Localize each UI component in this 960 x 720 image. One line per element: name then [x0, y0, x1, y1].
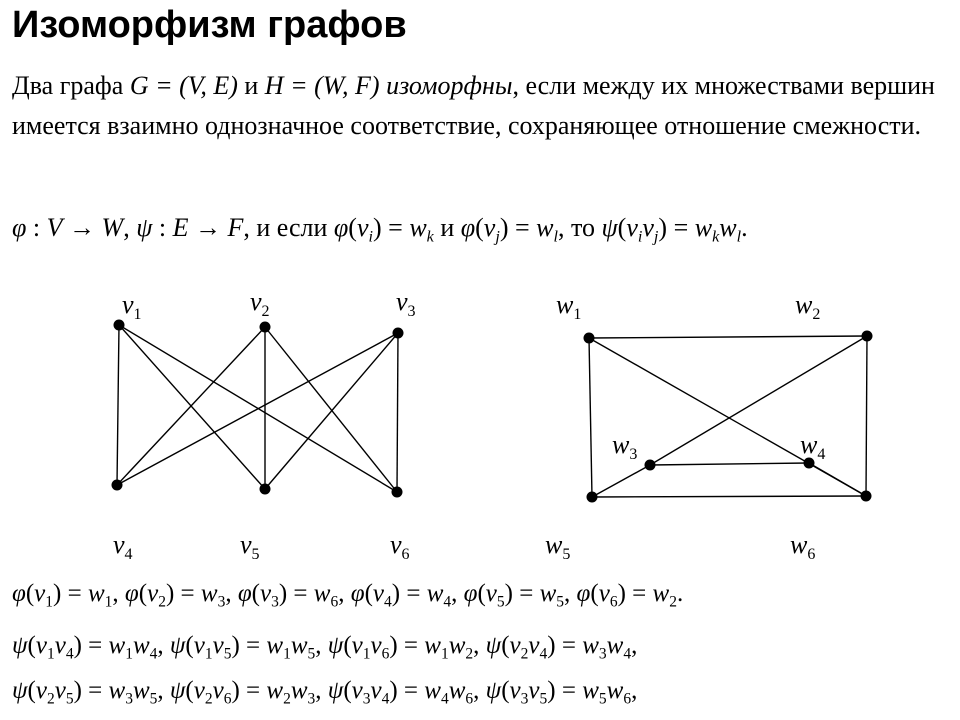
- edge-w3-w5: [592, 465, 650, 497]
- edge-v1-v4: [117, 325, 119, 485]
- edge-w1-w5: [589, 338, 592, 497]
- graph-G: [112, 287, 416, 563]
- edge-v2-v6: [265, 327, 397, 492]
- vertex-w3: [645, 460, 656, 471]
- graph-H-notation: H = (W, F): [264, 71, 380, 100]
- vertex-v6: [392, 487, 403, 498]
- edge-v3-v5: [265, 333, 398, 489]
- vertex-label-w4: $w_4$: [800, 430, 826, 463]
- vertex-v5: [260, 484, 271, 495]
- vertex-label-v5: $v_5$: [240, 530, 260, 563]
- vertex-label-w5: $w_5$: [545, 530, 571, 563]
- psi-mapping-line-2: $\psi(v_2v_5) = w_3w_5$, $\psi(v_2v_6) = w_2w_3$, $\psi(v_3v_4) = w_4w_6$, $\psi(v_3v_5) = w_5w_6$,: [12, 677, 638, 708]
- edge-v3-v4: [117, 333, 398, 485]
- vertex-label-v2: $v_2$: [250, 287, 270, 320]
- edge-w4-w6: [809, 463, 866, 496]
- vertex-w2: [862, 331, 873, 342]
- mapping-formula: φ : V → W, ψ : E → F, и если $\varphi(v_i) = w_k$ и $\varphi(v_j) = w_l$, то $\psi(v_iv_j) = w_kw_l$.: [12, 213, 748, 246]
- edge-w2-w3: [650, 336, 867, 465]
- page-title: Изоморфизм графов: [12, 4, 407, 46]
- vertex-w6: [861, 491, 872, 502]
- edge-v3-v6: [397, 333, 398, 492]
- isomorphic-term: изоморфны: [379, 71, 513, 100]
- definition-paragraph: [12, 66, 942, 146]
- vertex-label-v3: $v_3$: [396, 287, 416, 320]
- graphs-figure: [0, 280, 960, 580]
- vertex-v2: [260, 322, 271, 333]
- vertex-label-w3: $w_3$: [612, 430, 638, 463]
- graph-G-notation: G = (V, E): [129, 71, 238, 100]
- vertex-label-w2: $w_2$: [795, 290, 821, 323]
- edge-w1-w2: [589, 336, 867, 338]
- vertex-label-v1: $v_1$: [122, 290, 142, 323]
- vertex-w1: [584, 333, 595, 344]
- edge-w3-w4: [650, 463, 809, 465]
- graph-H: [545, 290, 873, 563]
- phi-mapping-line: $\varphi(v_1) = w_1$, $\varphi(v_2) = w_3$, $\varphi(v_3) = w_6$, $\varphi(v_4) = w_4$, $\varphi(v_5) = w_5$, $\varphi(v_6) = w_2$.: [12, 580, 684, 611]
- vertex-label-v6: $v_6$: [390, 530, 410, 563]
- vertex-label-w1: $w_1$: [556, 290, 582, 323]
- intro-text: Два графа: [12, 71, 130, 100]
- vertex-v1: [114, 320, 125, 331]
- edge-w5-w6: [592, 496, 866, 497]
- edge-v2-v4: [117, 327, 265, 485]
- intro-and: и: [237, 71, 265, 100]
- psi-mapping-line-1: $\psi(v_1v_4) = w_1w_4$, $\psi(v_1v_5) = w_1w_5$, $\psi(v_1v_6) = w_1w_2$, $\psi(v_2v_4) = w_3w_4$,: [12, 632, 638, 663]
- vertex-w5: [587, 492, 598, 503]
- vertex-v3: [393, 328, 404, 339]
- vertex-label-w6: $w_6$: [790, 530, 816, 563]
- vertex-w4: [804, 458, 815, 469]
- intro-rest: , если между их множествами вершин имеется взаимно однозначное соответствие, сохраняющее отношение смежности.: [12, 71, 935, 140]
- edge-w2-w6: [866, 336, 867, 496]
- vertex-v4: [112, 480, 123, 491]
- vertex-label-v4: $v_4$: [113, 530, 133, 563]
